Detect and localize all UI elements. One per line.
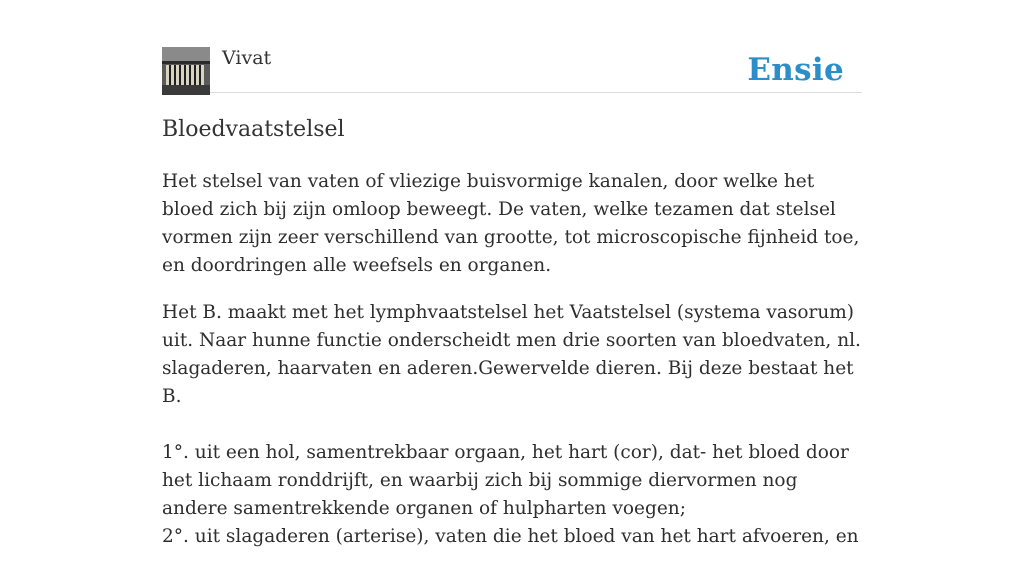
list-item-heart: 1°. uit een hol, samentrekbaar orgaan, het hart (cor), dat- het bloed door het lichaam ronddrijft, en waarbij zich bij sommige diervormen nog andere samentrekkende organen of hulpharten voegen; — [162, 442, 849, 519]
article-paragraph-overview-text: Het B. maakt met het lymphvaatstelsel het Vaatstelsel (systema vasorum) uit. Naar hunne functie onderscheidt men drie soorten van bloedvaten, nl. slagaderen, haarvaten en aderen.Gewervelde dieren. Bij deze bestaat het B. — [162, 302, 861, 407]
article-body — [162, 168, 862, 570]
site-header — [162, 46, 862, 93]
book-spines-avatar-icon — [162, 47, 210, 95]
article-paragraph-overview — [162, 299, 862, 551]
list-item-arteries: 2°. uit slagaderen (arterise), vaten die het bloed van het hart afvoeren, en — [162, 526, 859, 547]
article-paragraph-definition: Het stelsel van vaten of vliezige buisvormige kanalen, door welke het bloed zich bij zijn omloop beweegt. De vaten, welke tezamen dat stelsel vormen zijn zeer verschillend van grootte, tot microscopische fijnheid toe, en doordringen alle weefsels en organen. — [162, 171, 860, 276]
author-avatar[interactable] — [162, 47, 210, 95]
article-title: Bloedvaatstelsel — [162, 117, 345, 142]
author-name-link[interactable]: Vivat — [222, 47, 272, 69]
ensie-logo-link[interactable]: Ensie — [747, 52, 844, 88]
paragraph-spacer — [162, 411, 862, 439]
